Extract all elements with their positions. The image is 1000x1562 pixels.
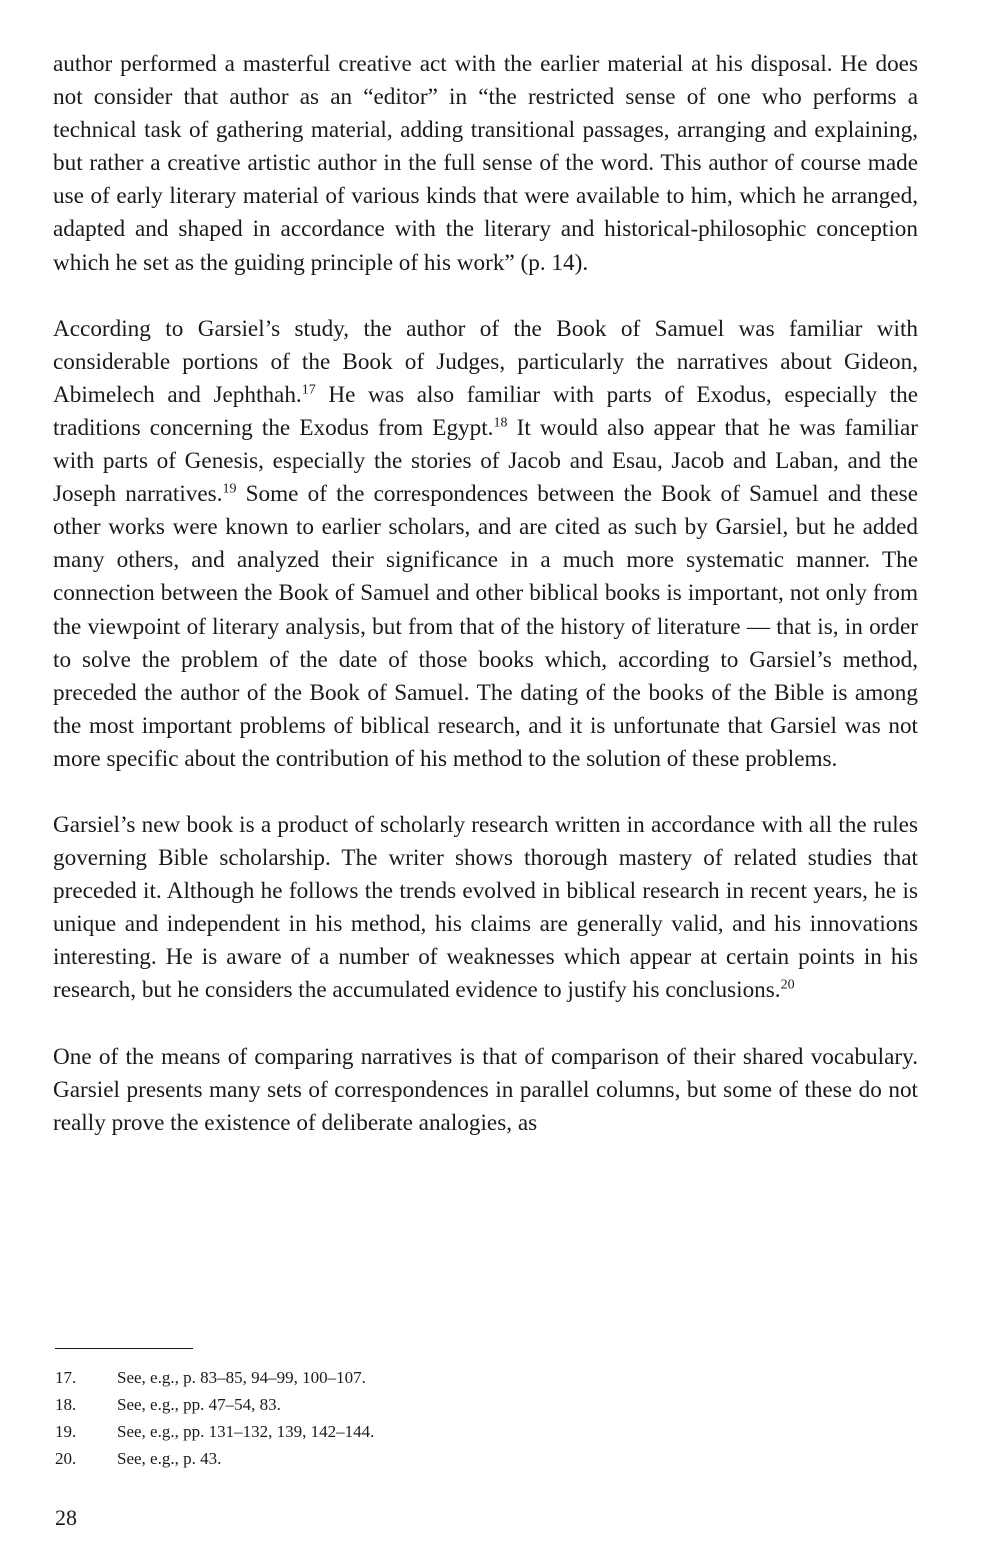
- footnote: [55, 1445, 755, 1472]
- footnote: [55, 1391, 755, 1418]
- footnote-number: 20.: [55, 1449, 77, 1468]
- footnote-reference: 17: [301, 382, 316, 398]
- paragraph: [53, 1041, 918, 1140]
- footnote-number: 17.: [55, 1368, 77, 1387]
- paragraph-text: Garsiel’s new book is a product of scholarly research written in accordance with all the rules governing Bible scholarship. The writer shows thorough mastery of related studies that preceded it. Although he follows the trends evolved in biblical research in recent years, he is unique and independent in his method, his claims are generally valid, and his innovations interesting. He is aware of a number of weaknesses which appear at certain points in his research, but he considers the accumulated evidence to justify his conclusions.: [53, 811, 918, 1004]
- paragraph-text: Some of the correspondences between the Book of Samuel and these other works were known to earlier scholars, and are cited as such by Garsiel, but he added many others, and analyzed their significance in a much more systematic manner. The connection between the Book of Samuel and other biblical books is important, not only from the viewpoint of literary analysis, but from that of the history of literature — that is, in order to solve the problem of the date of those books which, according to Garsiel’s method, preceded the author of the Book of Samuel. The dating of the books of the Bible is among the most important problems of biblical research, and it is unfortunate that Garsiel was not more specific about the contribution of his method to the solution of these problems.: [53, 481, 918, 772]
- footnote: [55, 1418, 755, 1445]
- footnote-text: See, e.g., pp. 47–54, 83.: [117, 1395, 281, 1414]
- paragraph: [53, 48, 918, 280]
- paragraph: [53, 313, 918, 776]
- footnote-reference: 20: [780, 977, 795, 993]
- footnote-number: 18.: [55, 1395, 77, 1414]
- footnotes: [55, 1364, 755, 1472]
- paragraph-text: One of the means of comparing narratives is that of comparison of their shared vocabulary. Garsiel presents many sets of correspondences in parallel columns, but some of these do not really prove the existence of deliberate analogies, as: [53, 1043, 918, 1136]
- paragraph-text: author performed a masterful creative act with the earlier material at his disposal. He does not consider that author as an “editor” in “the restricted sense of one who performs a technical task of gathering material, adding transitional passages, arranging and explaining, but rather a creative artistic author in the full sense of the word. This author of course made use of early literary material of various kinds that were available to him, which he arranged, adapted and shaped in accordance with the literary and historical-philosophic conception which he set as the guiding principle of his work” (p. 14).: [53, 51, 918, 276]
- page-number: 28: [55, 1505, 77, 1530]
- paragraph-text: He was also familiar with parts of Exodus, especially the traditions concerning the Exodus from Egypt.: [53, 381, 918, 441]
- paragraph-text: According to Garsiel’s study, the author of the Book of Samuel was familiar with considerable portions of the Book of Judges, particularly the narratives about Gideon, Abimelech and Jephthah.: [53, 315, 918, 408]
- paragraph-text: It would also appear that he was familiar with parts of Genesis, especially the stories of Jacob and Esau, Jacob and Laban, and the Joseph narratives.: [53, 414, 918, 508]
- footnote-text: See, e.g., p. 83–85, 94–99, 100–107.: [117, 1368, 366, 1387]
- footnote-number: 19.: [55, 1422, 77, 1441]
- footnote-text: See, e.g., p. 43.: [117, 1449, 222, 1468]
- footnote-text: See, e.g., pp. 131–132, 139, 142–144.: [117, 1422, 375, 1441]
- body-text: [53, 48, 918, 1173]
- footnote: [55, 1364, 755, 1391]
- paragraph: [53, 809, 918, 1008]
- footnote-divider: [55, 1348, 193, 1349]
- footnote-reference: 18: [493, 415, 508, 431]
- footnote-reference: 19: [222, 481, 237, 497]
